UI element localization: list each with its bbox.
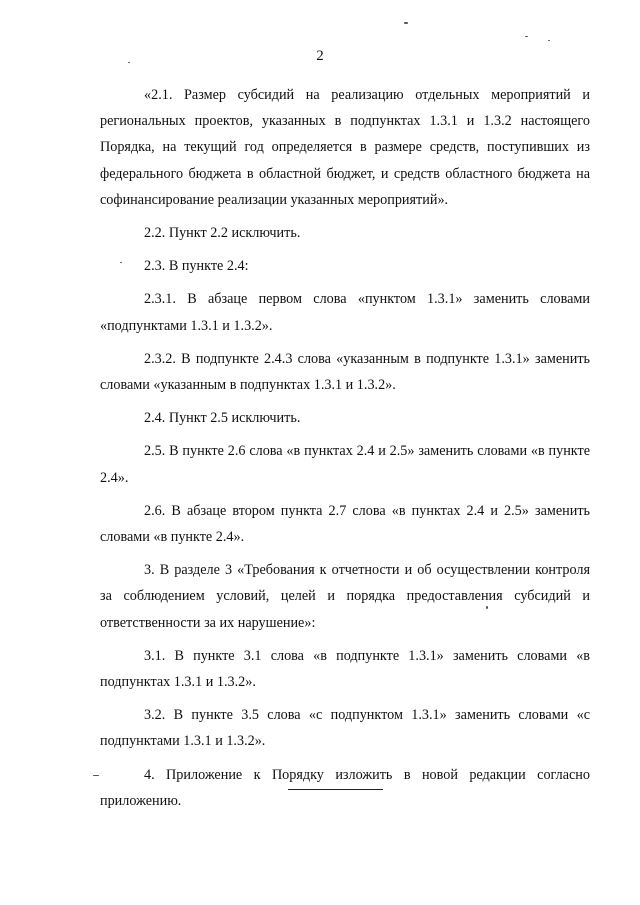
scan-speck [128,62,130,63]
paragraph-3: 3. В разделе 3 «Требования к отчетности и об осуществлении контроля за соблюдением условий, целей и порядка предоставления субсидий и ответственности за их нарушение»: [100,562,590,631]
paragraph-2-5: 2.5. В пункте 2.6 слова «в пунктах 2.4 и 2.5» заменить словами «в пункте 2.4». [100,443,590,486]
paragraph-2-4: 2.4. Пункт 2.5 исключить. [144,410,301,427]
scan-speck [486,606,488,609]
paragraph-2-3: 2.3. В пункте 2.4: [144,258,249,275]
scan-speck [548,40,550,41]
document-body [100,82,590,821]
paragraph-3-2: 3.2. В пункте 3.5 слова «с подпунктом 1.3.1» заменить словами «с подпунктами 1.3.1 и 1.3.2». [100,707,590,750]
paragraph-2-2: 2.2. Пункт 2.2 исключить. [144,225,301,242]
scan-speck [120,262,122,263]
scan-speck [525,36,528,37]
paragraph-2-6: 2.6. В абзаце втором пункта 2.7 слова «в пунктах 2.4 и 2.5» заменить словами «в пункте 2.4». [100,502,590,546]
paragraph-2-1: «2.1. Размер субсидий на реализацию отдельных мероприятий и региональных проектов, указанных в подпунктах 1.3.1 и 1.3.2 настоящего Порядка, на текущий год определяется в размере средств, поступивших из федерального бюджета в областной бюджет, и средств областного бюджета на софинансирование реализации указанных мероприятий». [100,87,590,208]
paragraph-3-1: 3.1. В пункте 3.1 слова «в подпункте 1.3.1» заменить словами «в подпунктах 1.3.1 и 1.3.2». [100,647,590,691]
page-number: 2 [316,48,324,64]
scan-speck [404,22,408,24]
paragraph-2-3-2: 2.3.2. В подпункте 2.4.3 слова «указанным в подпункте 1.3.1» заменить словами «указанным в подпунктах 1.3.1 и 1.3.2». [100,350,590,394]
paragraph-4: 4. Приложение к Порядку изложить в новой редакции согласно приложению. [100,766,590,809]
scan-speck [93,775,99,776]
paragraph-2-3-1: 2.3.1. В абзаце первом слова «пунктом 1.3.1» заменить словами «подпунктами 1.3.1 и 1.3.2». [100,291,590,334]
end-of-text-rule [288,789,383,790]
